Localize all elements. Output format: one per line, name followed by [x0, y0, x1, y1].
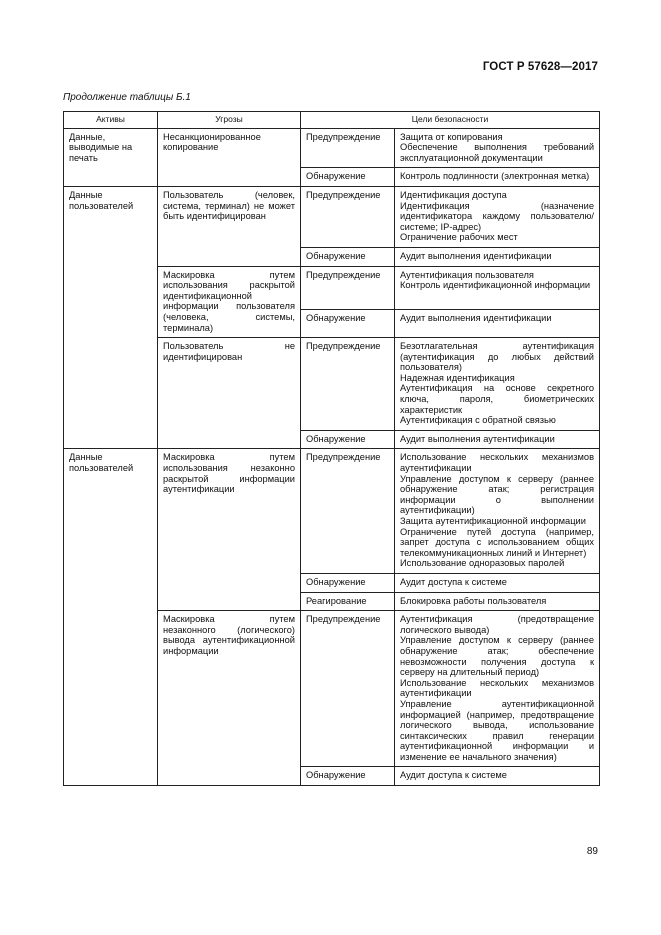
goal-type-cell: Предупреждение [301, 449, 395, 574]
goal-type-cell: Предупреждение [301, 266, 395, 310]
measure-item: Защита от копирования [400, 131, 503, 142]
measure-item: Использование одноразовых паролей [400, 558, 565, 569]
measure-item: Идентификация (назначение идентификатора каждому пользователю/системе; IP-адрес) [400, 200, 595, 232]
measures-cell [395, 767, 600, 786]
goal-type-cell: Обнаружение [301, 767, 395, 786]
goal-type-cell: Обнаружение [301, 573, 395, 592]
measure-item: Защита аутентификационной информации [400, 516, 586, 526]
measure-item: Аутентификация с обратной связью [400, 415, 556, 426]
goal-type-cell: Реагирование [301, 592, 395, 611]
measure-item: Ограничение рабочих мест [400, 232, 518, 243]
standard-code: ГОСТ Р 57628—2017 [482, 61, 598, 73]
goal-type-cell: Предупреждение [301, 338, 395, 431]
threat-cell: Маскировка путем использования незаконно раскрытой информации аутентификации [158, 449, 301, 611]
measure-item: Надежная идентификация [400, 372, 515, 383]
header-goals: Цели безопасности [301, 112, 600, 129]
measure-item: Контроль идентификационной информации [400, 280, 591, 291]
measures-cell [395, 266, 600, 310]
measure-item: Аудит доступа к системе [400, 770, 507, 781]
measure-item: Аутентификация пользователя [400, 269, 534, 280]
measure-item: Идентификация доступа [400, 189, 507, 200]
measure-item: Аудит выполнения аутентификации [400, 433, 555, 444]
header-threats: Угрозы [158, 112, 301, 129]
table-row [64, 128, 600, 168]
measures-cell [395, 128, 600, 168]
measure-item: Контроль подлинности (электронная метка) [400, 171, 590, 182]
measures-cell [395, 449, 600, 574]
measures-cell [395, 430, 600, 449]
measure-item: Аудит выполнения идентификации [400, 250, 552, 261]
asset-cell: Данные пользователей [64, 449, 158, 786]
measure-item: Безотлагательная аутентификация (аутентификация до любых действий пользователя) [400, 341, 595, 373]
table-header-row [64, 112, 600, 129]
goal-type-cell: Предупреждение [301, 186, 395, 247]
threat-cell: Несанкционированное копирование [158, 128, 301, 186]
measure-item: Аудит выполнения идентификации [400, 313, 552, 324]
security-goals-table [63, 111, 600, 786]
threat-cell: Пользователь (человек, система, терминал) не может быть идентифицирован [158, 186, 301, 266]
threat-cell: Пользователь не идентифицирован [158, 338, 301, 449]
measure-item: Ограничение путей доступа (например, запрет доступа с использованием общих телекоммуникационных линий и Интернет) [400, 526, 595, 558]
measure-item: Аутентификация на основе секретного ключа, пароля, биометрических характеристик [400, 383, 595, 415]
goal-type-cell: Обнаружение [301, 310, 395, 338]
measures-cell [395, 168, 600, 187]
table-continuation-caption: Продолжение таблицы Б.1 [63, 92, 191, 103]
measure-item: Блокировка работы пользователя [400, 595, 547, 606]
measure-item: Аутентификация (предотвращение логического вывода) [400, 614, 595, 635]
asset-cell: Данные, выводимые на печать [64, 128, 158, 186]
measure-item: Использование нескольких механизмов аутентификации [400, 452, 595, 474]
measures-cell [395, 592, 600, 611]
goal-type-cell: Обнаружение [301, 168, 395, 187]
table-row [64, 186, 600, 247]
table-row [64, 449, 600, 574]
measure-item: Управление доступом к серверу (раннее обнаружение атак; обеспечение невозможности получения доступа к серверу на длительный период) [400, 635, 595, 678]
threat-cell: Маскировка путем использования раскрытой идентификационной информации пользователя (человека, системы, терминала) [158, 266, 301, 338]
measures-cell [395, 247, 600, 266]
measure-item: Обеспечение выполнения требований эксплуатационной документации [400, 142, 595, 163]
measures-cell [395, 186, 600, 247]
measure-item: Аудит доступа к системе [400, 576, 507, 587]
goal-type-cell: Обнаружение [301, 430, 395, 449]
measures-cell [395, 338, 600, 431]
measure-item: Использование нескольких механизмов аутентификации [400, 677, 595, 699]
measures-cell [395, 611, 600, 767]
measures-cell [395, 573, 600, 592]
measure-item: Управление аутентификационной информацией (например, предотвращение логического вывода, использование синтаксических правил генерации аутентификационной информации и изменение ее начального значения) [400, 698, 595, 762]
page-number: 89 [586, 846, 598, 857]
threat-cell: Маскировка путем незаконного (логического) вывода аутентификационной информации [158, 611, 301, 786]
measure-item: Управление доступом к серверу (раннее обнаружение атак; регистрация информации о выполнении аутентификации) [400, 473, 595, 516]
measures-cell [395, 310, 600, 338]
asset-cell: Данные пользователей [64, 186, 158, 448]
goal-type-cell: Предупреждение [301, 128, 395, 168]
goal-type-cell: Обнаружение [301, 247, 395, 266]
goal-type-cell: Предупреждение [301, 611, 395, 767]
header-assets: Активы [64, 112, 158, 129]
